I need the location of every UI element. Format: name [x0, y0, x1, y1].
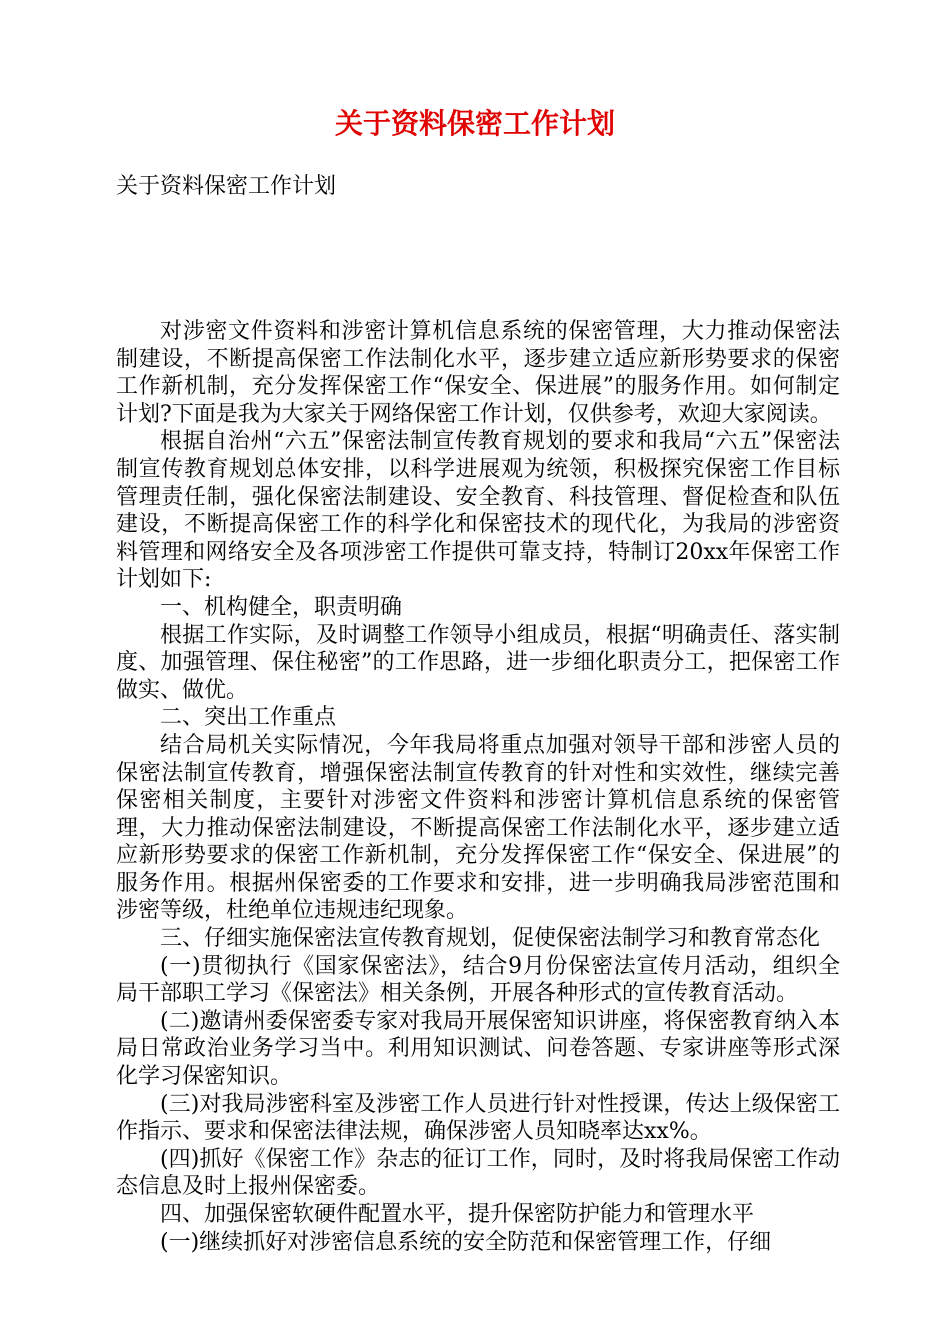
- document-subtitle: 关于资料保密工作计划: [116, 174, 337, 199]
- paragraph: 结合局机关实际情况，今年我局将重点加强对领导干部和涉密人员的保密法制宣传教育，增强保密法制宣传教育的针对性和实效性，继续完善保密相关制度，主要针对涉密文件资料和涉密计算机信息系统的保密管理，大力推动保密法制建设，不断提高保密工作法制化水平，逐步建立适应新形势要求的保密工作新机制，充分发挥保密工作“保安全、保进展”的服务作用。根据州保密委的工作要求和安排，进一步明确我局涉密范围和涉密等级，杜绝单位违规违纪现象。: [116, 732, 840, 924]
- section-heading: 一、机构健全，职责明确: [160, 594, 403, 620]
- document-body: [116, 318, 840, 1256]
- paragraph: (一)贯彻执行《国家保密法》，结合9月份保密法宣传月活动，组织全局干部职工学习《保密法》相关条例，开展各种形式的宣传教育活动。: [116, 953, 840, 1007]
- paragraph: 根据工作实际，及时调整工作领导小组成员，根据“明确责任、落实制度、加强管理、保住秘密”的工作思路，进一步细化职责分工，把保密工作做实、做优。: [116, 622, 840, 703]
- paragraph: (二)邀请州委保密委专家对我局开展保密知识讲座，将保密教育纳入本局日常政治业务学习当中。利用知识测试、问卷答题、专家讲座等形式深化学习保密知识。: [116, 1008, 840, 1090]
- section-heading: 三、仔细实施保密法宣传教育规划，促使保密法制学习和教育常态化: [160, 926, 821, 952]
- paragraph: 根据自治州“六五”保密法制宣传教育规划的要求和我局“六五”保密法制宣传教育规划总体安排，以科学进展观为统领，积极探究保密工作目标管理责任制，强化保密法制建设、安全教育、科技管理、督促检查和队伍建设，不断提高保密工作的科学化和保密技术的现代化，为我局的涉密资料管理和网络安全及各项涉密工作提供可靠支持，特制订20xx年保密工作计划如下:: [116, 429, 840, 593]
- section-heading: 二、突出工作重点: [160, 705, 337, 731]
- paragraph: (一)继续抓好对涉密信息系统的安全防范和保密管理工作，仔细: [160, 1229, 772, 1255]
- paragraph: (四)抓好《保密工作》杂志的征订工作，同时，及时将我局保密工作动态信息及时上报州保密委。: [116, 1146, 840, 1200]
- paragraph: (三)对我局涉密科室及涉密工作人员进行针对性授课，传达上级保密工作指示、要求和保密法律法规，确保涉密人员知晓率达xx%。: [116, 1091, 840, 1145]
- paragraph: 对涉密文件资料和涉密计算机信息系统的保密管理，大力推动保密法制建设，不断提高保密工作法制化水平，逐步建立适应新形势要求的保密工作新机制，充分发挥保密工作“保安全、保进展”的服务作用。如何制定计划?下面是我为大家关于网络保密工作计划，仅供参考，欢迎大家阅读。: [116, 319, 840, 427]
- document-title: 关于资料保密工作计划: [334, 107, 615, 140]
- section-heading: 四、加强保密软硬件配置水平，提升保密防护能力和管理水平: [160, 1202, 755, 1227]
